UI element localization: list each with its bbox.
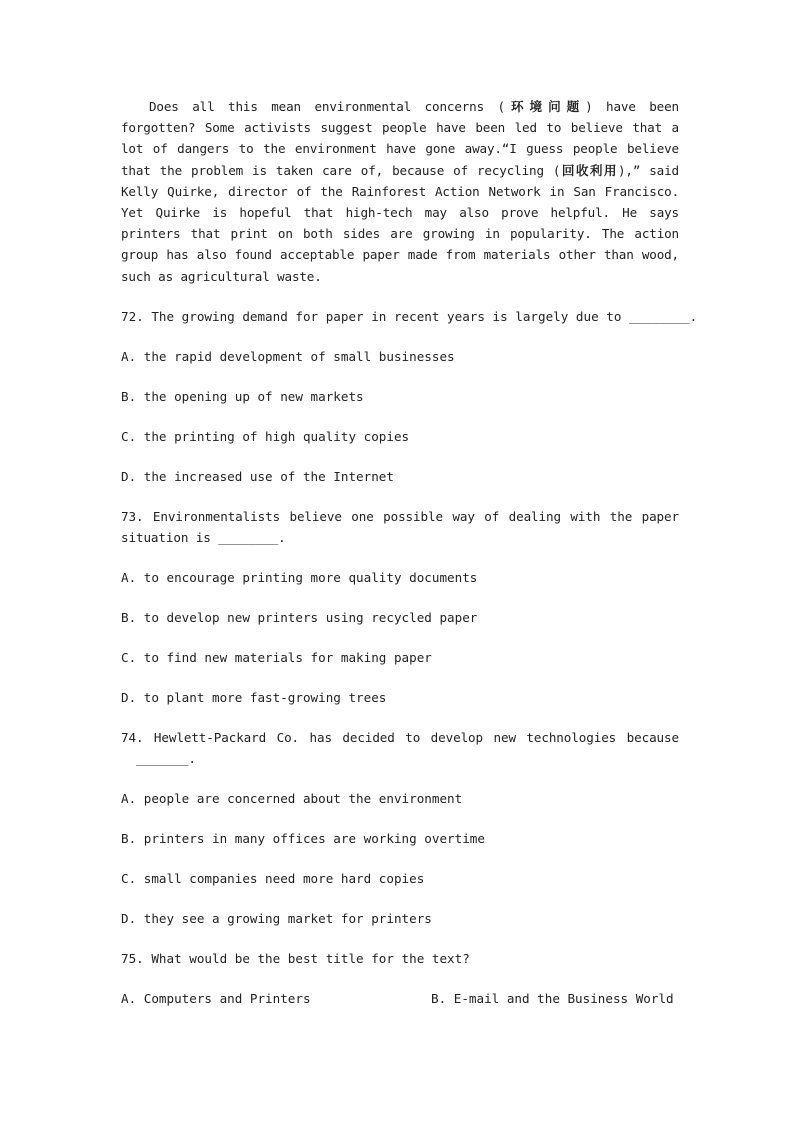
- question-72-option-d: D. the increased use of the Internet: [121, 468, 394, 484]
- question-74-stem-line-2: _______.: [121, 750, 196, 766]
- question-75-options: [121, 988, 679, 1009]
- question-73-stem-line-1: 73. Environmentalists believe one possible way of dealing with the paper: [121, 508, 679, 524]
- question-73-option-d: D. to plant more fast-growing trees: [121, 689, 387, 705]
- question-74-option-a: A. people are concerned about the environment: [121, 790, 463, 806]
- question-73-stem: [121, 506, 679, 548]
- question-73-option-c: C. to find new materials for making paper: [121, 649, 432, 665]
- question-73-option-a: A. to encourage printing more quality documents: [121, 569, 478, 585]
- question-75-option-b: B. E-mail and the Business World: [431, 990, 674, 1006]
- passage-text-2: ) have been forgotten? Some activists suggest people have been led to believe that a lot of dangers to the environment have gone away.“I guess people believe that the problem is taken care of, because of recycling (: [121, 99, 679, 178]
- question-72-option-b: B. the opening up of new markets: [121, 388, 364, 404]
- question-73-stem-line-2: situation is ________.: [121, 529, 286, 545]
- document-page: [121, 96, 698, 1009]
- question-72-option-c: C. the printing of high quality copies: [121, 428, 410, 444]
- passage-text-3: ),” said Kelly Quirke, director of the Rainforest Action Network in San Francisco. Yet Quirke is hopeful that high-tech may also prove helpful. He says printers that print on both sides are growing in popularity. The action group has also found acceptable paper made from materials other than wood, such as agricultural waste.: [121, 162, 679, 284]
- question-74-option-d: D. they see a growing market for printers: [121, 910, 432, 926]
- chinese-gloss-environmental-concerns: 环境问题: [504, 99, 586, 114]
- question-74-option-c: C. small companies need more hard copies: [121, 870, 425, 886]
- chinese-gloss-recycling: 回收利用: [560, 162, 618, 178]
- reading-passage: [121, 96, 679, 287]
- question-73-option-b: B. to develop new printers using recycled paper: [121, 609, 478, 625]
- passage-text-1: Does all this mean environmental concerns (: [149, 99, 505, 114]
- question-74-stem-line-1: 74. Hewlett-Packard Co. has decided to develop new technologies because: [121, 729, 679, 745]
- question-75-option-a: A. Computers and Printers: [121, 990, 311, 1006]
- question-72-option-a: A. the rapid development of small businesses: [121, 348, 455, 364]
- question-72-stem: 72. The growing demand for paper in recent years is largely due to ________.: [121, 308, 698, 324]
- question-74-stem: [121, 727, 679, 769]
- question-75-stem: 75. What would be the best title for the text?: [121, 950, 470, 966]
- question-74-option-b: B. printers in many offices are working overtime: [121, 830, 485, 846]
